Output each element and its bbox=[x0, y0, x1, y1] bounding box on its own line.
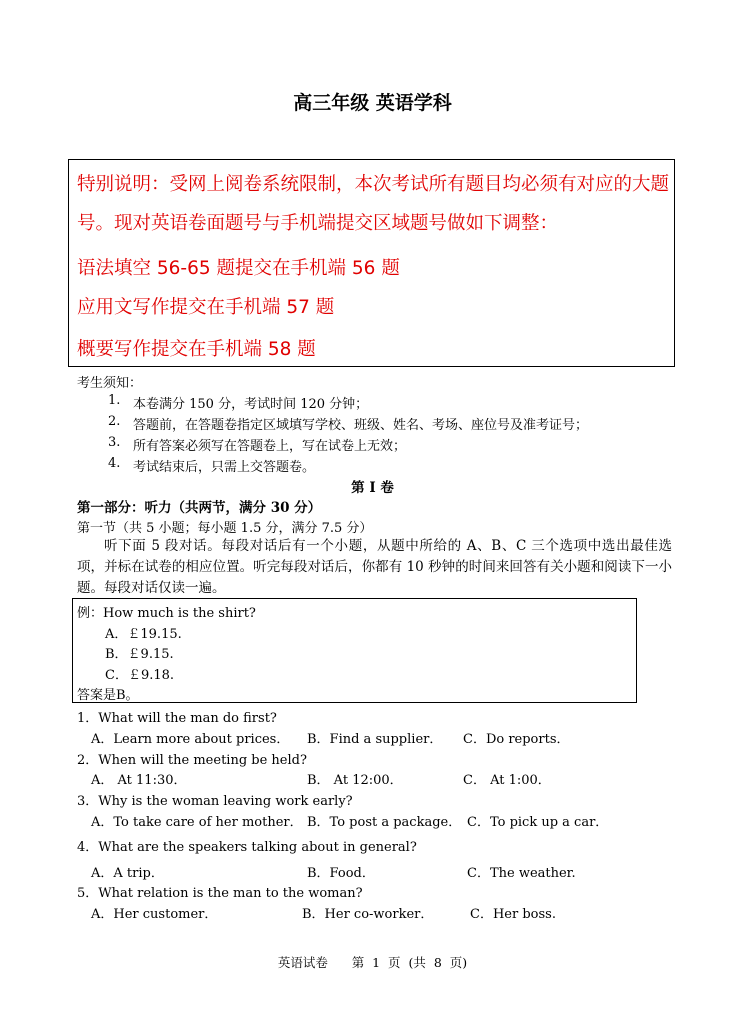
part-title: 第一部分：听力（共两节，满分 30 分） bbox=[77, 500, 322, 516]
example-question: 例：How much is the shirt? bbox=[77, 606, 256, 621]
question-text: 1．What will the man do first? bbox=[77, 711, 277, 726]
notice-line: 应用文写作提交在手机端 57 题 bbox=[77, 297, 335, 318]
instruction-text: 考试结束后，只需上交答题卷。 bbox=[133, 460, 316, 475]
question-text: 3．Why is the woman leaving work early? bbox=[77, 794, 353, 809]
notice-line: 号。现对英语卷面题号与手机端提交区域题号做如下调整： bbox=[77, 213, 559, 234]
notice-line: 概要写作提交在手机端 58 题 bbox=[77, 339, 316, 360]
instruction-num: 2. bbox=[108, 414, 121, 429]
option-c: C．To pick up a car． bbox=[467, 815, 609, 830]
option-b: B．To post a package． bbox=[307, 815, 462, 830]
example-option: B．￡9.15. bbox=[105, 647, 174, 662]
option-c: C．Her boss. bbox=[470, 907, 556, 922]
option-a: A．A trip． bbox=[91, 866, 164, 881]
notice-line: 特别说明：受网上阅卷系统限制，本次考试所有题目均必须有对应的大题 bbox=[77, 174, 670, 195]
example-answer: 答案是B。 bbox=[77, 688, 139, 703]
option-b: B．Her co-worker． bbox=[302, 907, 434, 922]
option-a: A． At 11:30． bbox=[91, 773, 187, 788]
example-option: C．￡9.18. bbox=[105, 668, 175, 683]
question-text: 4．What are the speakers talking about in general? bbox=[77, 840, 417, 855]
option-b: B． At 12:00． bbox=[307, 773, 403, 788]
section-title: 第一节（共 5 小题；每小题 1.5 分，满分 7.5 分） bbox=[77, 521, 373, 536]
notice-line: 语法填空 56-65 题提交在手机端 56 题 bbox=[77, 258, 400, 279]
question-text: 2．When will the meeting be held? bbox=[77, 753, 307, 768]
notice-box bbox=[68, 159, 675, 367]
option-c: C． At 1:00． bbox=[463, 773, 551, 788]
instruction-text: 本卷满分 150 分，考试时间 120 分钟； bbox=[133, 397, 369, 412]
instructions-heading: 考生须知： bbox=[77, 376, 143, 391]
directions-paragraph: 听下面 5 段对话。每段对话后有一个小题，从题中所给的 A、B、C 三个选项中选出最佳选项，并标在试卷的相应位置。听完每段对话后，你都有 10 秒钟的时间来回答有关小题和阅读下一小题。每段对话仅读一遍。 bbox=[77, 538, 672, 596]
instruction-text: 答题前，在答题卷指定区域填写学校、班级、姓名、考场、座位号及准考证号； bbox=[133, 418, 589, 433]
option-a: A．Learn more about prices． bbox=[91, 732, 290, 747]
option-a: A．To take care of her mother． bbox=[91, 815, 303, 830]
option-a: A．Her customer． bbox=[91, 907, 218, 922]
volume-heading: 第 I 卷 bbox=[351, 480, 394, 496]
instruction-num: 1. bbox=[108, 393, 121, 408]
page-footer: 英语试卷 第 1 页 (共 8 页) bbox=[277, 955, 468, 970]
option-c: C．Do reports． bbox=[463, 732, 570, 747]
option-b: B．Food． bbox=[307, 866, 375, 881]
example-box bbox=[72, 598, 637, 703]
option-b: B．Find a supplier． bbox=[307, 732, 443, 747]
example-option: A．￡19.15. bbox=[105, 627, 182, 642]
instruction-num: 4. bbox=[108, 456, 121, 471]
instruction-text: 所有答案必须写在答题卷上，写在试卷上无效； bbox=[133, 439, 407, 454]
page-title: 高三年级 英语学科 bbox=[293, 92, 452, 114]
question-text: 5．What relation is the man to the woman? bbox=[77, 886, 363, 901]
instruction-num: 3. bbox=[108, 435, 121, 450]
option-c: C．The weather. bbox=[467, 866, 576, 881]
